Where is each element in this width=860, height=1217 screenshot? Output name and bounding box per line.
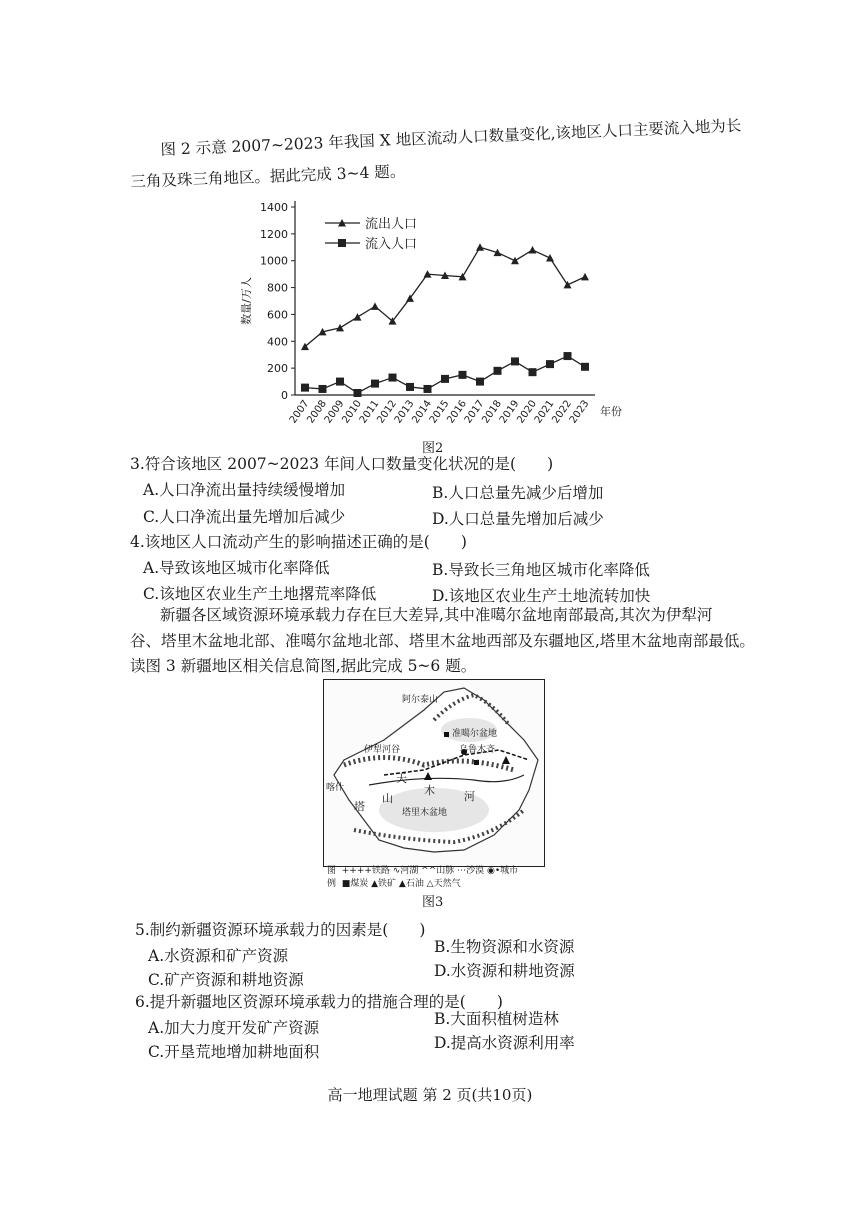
- xinjiang-map-drawing: [324, 680, 544, 866]
- map-label-altai: 阿尔泰山: [402, 695, 439, 705]
- y-axis-label: 数量/万人: [240, 277, 253, 325]
- x-tick-label: 2017: [462, 398, 487, 426]
- data-point-inflow: [441, 375, 449, 383]
- data-point-inflow: [581, 363, 589, 371]
- data-point-inflow: [511, 357, 519, 365]
- legend-marker-square: [338, 239, 346, 247]
- q3-option-a: A.人口净流出量持续缓慢增加: [143, 481, 346, 499]
- data-point-inflow: [301, 384, 309, 392]
- series-line-2: [305, 356, 585, 393]
- map-label-ili: 伊犁河谷: [364, 745, 401, 755]
- y-tick-label: 0: [281, 389, 288, 402]
- data-point-outflow: [529, 246, 537, 254]
- q4-option-c: C.该地区农业生产土地撂荒率降低: [143, 585, 377, 603]
- figure-3-caption: 图3: [422, 895, 444, 910]
- data-point-inflow: [354, 389, 362, 397]
- data-point-outflow: [476, 243, 484, 251]
- q5-stem: 5.制约新疆资源环境承载力的因素是( ): [135, 921, 426, 939]
- data-point-inflow: [406, 383, 414, 391]
- page-footer: 高一地理试题 第 2 页(共10页): [327, 1086, 533, 1104]
- data-point-outflow: [371, 302, 379, 310]
- map-label-urumqi: 乌鲁木齐: [459, 745, 496, 755]
- q5-option-b: B.生物资源和水资源: [434, 938, 575, 956]
- y-tick-label: 200: [267, 362, 288, 376]
- x-tick-label: 2019: [497, 398, 522, 426]
- q3-stem: 3.符合该地区 2007~2023 年间人口数量变化状况的是( ): [130, 455, 554, 473]
- x-tick-label: 2012: [375, 398, 399, 426]
- y-tick-label: 400: [267, 335, 288, 349]
- data-point-inflow: [389, 374, 397, 382]
- coal-icon: [474, 760, 479, 765]
- data-point-outflow: [564, 281, 572, 289]
- legend-label-1: 流出人口: [365, 217, 418, 232]
- data-point-inflow: [529, 368, 537, 376]
- data-point-inflow: [424, 385, 432, 393]
- q3-option-c: C.人口净流出量先增加后减少: [143, 508, 346, 526]
- data-point-outflow: [546, 254, 554, 262]
- q6-option-d: D.提高水资源利用率: [434, 1034, 575, 1052]
- q5-option-c: C.矿产资源和耕地资源: [148, 971, 304, 989]
- data-point-inflow: [319, 385, 327, 393]
- map-legend: [327, 865, 518, 891]
- x-tick-label: 2022: [550, 398, 574, 426]
- q6-option-a: A.加大力度开发矿产资源: [148, 1019, 320, 1037]
- map-label-kashgar: 喀什: [326, 783, 345, 793]
- population-flow-chart: [230, 195, 650, 445]
- xinjiang-map: [323, 679, 545, 867]
- map-label-he: 河: [464, 790, 475, 803]
- legend-row-2: ■煤炭 ▲铁矿 ▲石油 △天然气: [341, 879, 461, 889]
- q4-option-d: D.该地区农业生产土地流转加快: [432, 587, 651, 605]
- figure-2-caption: 图2: [422, 441, 444, 456]
- q3-option-b: B.人口总量先减少后增加: [432, 484, 604, 502]
- q6-option-b: B.大面积植树造林: [434, 1010, 559, 1028]
- y-tick-label: 1400: [260, 201, 288, 214]
- q4-option-a: A.导致该地区城市化率降低: [143, 559, 330, 577]
- intro-5-6-line1: 新疆各区域资源环境承载力存在巨大差异,其中准噶尔盆地南部最高,其次为伊犁河: [160, 606, 713, 624]
- x-tick-label: 2013: [392, 398, 417, 426]
- legend-label-2: 流入人口: [365, 237, 418, 252]
- legend-row-1: ++++铁路 ∿河湖 ^^山脉 ⋯沙漠 ◉•城市: [341, 866, 519, 876]
- x-axis-label: 年份: [600, 405, 622, 418]
- x-tick-label: 2009: [322, 398, 347, 426]
- map-label-mu: 木: [424, 784, 435, 797]
- x-tick-label: 2015: [427, 398, 452, 426]
- x-tick-label: 2008: [305, 398, 329, 426]
- x-tick-label: 2014: [410, 398, 434, 426]
- x-tick-label: 2021: [532, 398, 557, 426]
- data-point-inflow: [459, 371, 467, 379]
- x-tick-label: 2023: [567, 398, 592, 426]
- intro-5-6-line2: 谷、塔里木盆地北部、准噶尔盆地北部、塔里木盆地西部及东疆地区,塔里木盆地南部最低。: [130, 632, 755, 650]
- y-tick-label: 800: [267, 281, 288, 295]
- map-label-ta: 塔: [354, 800, 365, 813]
- data-point-inflow: [476, 378, 484, 386]
- map-label-tian: 天: [396, 772, 407, 785]
- data-point-inflow: [546, 360, 554, 368]
- data-point-inflow: [336, 378, 344, 386]
- q4-stem: 4.该地区人口流动产生的影响描述正确的是( ): [130, 533, 467, 551]
- x-tick-label: 2016: [445, 398, 469, 426]
- map-label-tarim-basin: 塔里木盆地: [402, 808, 448, 818]
- data-point-outflow: [336, 324, 344, 332]
- intro-3-4-line1: 图 2 示意 2007~2023 年我国 X 地区流动人口数量变化,该地区人口主要流入地为长: [160, 116, 742, 159]
- q6-option-c: C.开垦荒地增加耕地面积: [148, 1043, 320, 1061]
- q6-stem: 6.提升新疆地区资源环境承载力的措施合理的是( ): [135, 993, 503, 1011]
- x-tick-label: 2018: [480, 398, 504, 426]
- x-tick-label: 2020: [515, 398, 539, 426]
- q5-option-d: D.水资源和耕地资源: [434, 962, 575, 980]
- intro-5-6-line3: 读图 3 新疆地区相关信息简图,据此完成 5~6 题。: [130, 657, 477, 675]
- data-point-outflow: [354, 313, 362, 321]
- y-tick-label: 600: [267, 308, 288, 322]
- data-point-outflow: [511, 257, 519, 265]
- series-line-1: [305, 247, 585, 346]
- data-point-inflow: [371, 380, 379, 388]
- x-tick-label: 2011: [357, 398, 382, 426]
- map-label-shan: 山: [382, 792, 393, 805]
- legend-title-2: 例: [327, 879, 337, 889]
- q3-option-d: D.人口总量先增加后减少: [432, 510, 604, 528]
- data-point-inflow: [494, 367, 502, 375]
- map-label-junggar: 准噶尔盆地: [452, 729, 498, 739]
- x-tick-label: 2007: [287, 398, 312, 426]
- intro-3-4-line2: 三角及珠三角地区。据此完成 3~4 题。: [130, 162, 406, 191]
- y-tick-label: 1000: [260, 254, 288, 268]
- q5-option-a: A.水资源和矿产资源: [148, 947, 289, 965]
- data-point-inflow: [564, 352, 572, 360]
- data-point-outflow: [581, 273, 589, 281]
- q4-option-b: B.导致长三角地区城市化率降低: [432, 561, 650, 579]
- coal-icon: [444, 732, 449, 737]
- legend-title-1: 图: [327, 866, 337, 876]
- x-tick-label: 2010: [340, 398, 364, 426]
- y-tick-label: 1200: [260, 227, 288, 241]
